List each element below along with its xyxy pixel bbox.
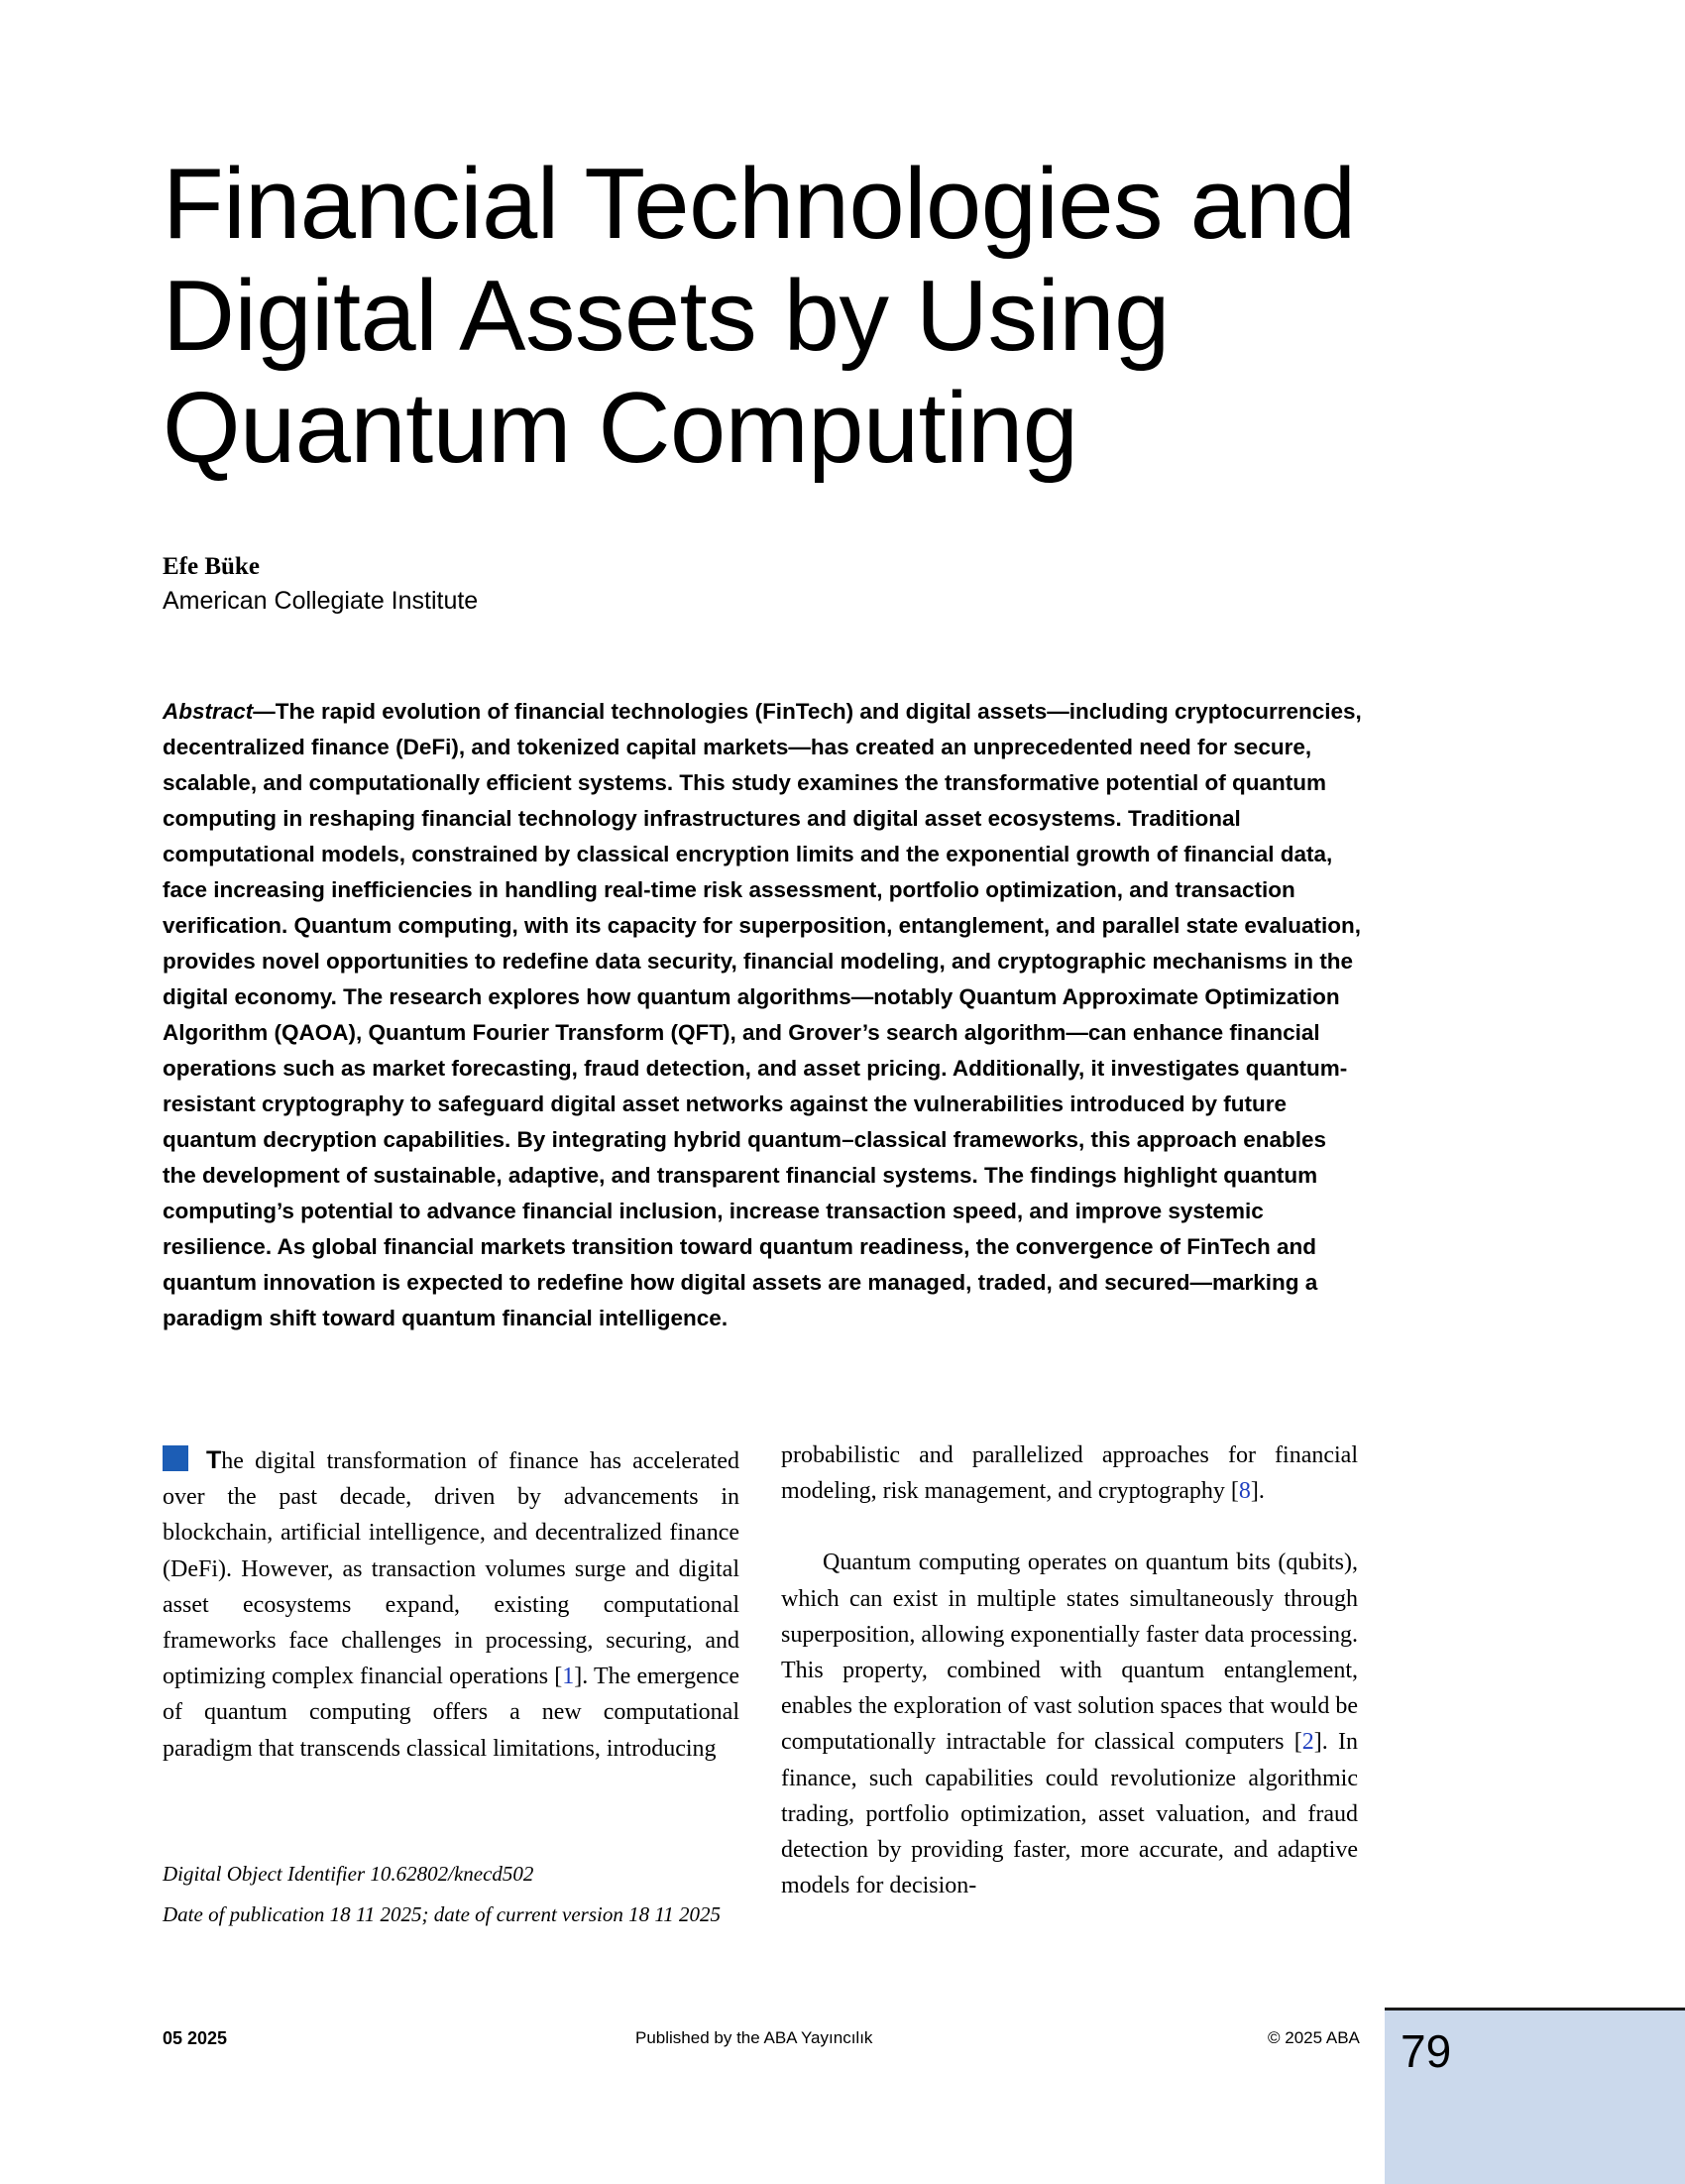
citation-link[interactable]: 2 <box>1301 1729 1314 1756</box>
paragraph <box>781 1437 1358 1509</box>
abstract <box>163 694 1362 1336</box>
abstract-label: Abstract <box>163 699 254 724</box>
paragraph-text: probabilistic and parallelized approaches for financial modeling, risk management, and cryptography [ <box>781 1442 1358 1505</box>
page-number-box <box>1385 2008 1685 2184</box>
body-column-right <box>781 1437 1358 1903</box>
paragraph-text: he digital transformation of finance has accelerated over the past decade, driven by advancements in blockchain, artificial intelligence, and decentralized finance (DeFi). However, as transaction volumes surge and digital asset ecosystems expand, existing computational frameworks face challenges in processing, securing, and optimizing complex financial operations [ <box>163 1448 739 1690</box>
paragraph-text: ]. In finance, such capabilities could revolutionize algorithmic trading, portfolio optimization, asset valuation, and fraud detection by providing faster, more accurate, and adaptive models for decision- <box>781 1729 1359 1899</box>
paragraph-text: ]. <box>1250 1478 1265 1505</box>
paragraph <box>781 1545 1358 1903</box>
paragraph-text: Quantum computing operates on quantum bits (qubits), which can exist in multiple states simultaneously through superposition, allowing exponentially faster data processing. This property, combined with quantum entanglement, enables the exploration of vast solution spaces that would be computationally intractable for classical computers [ <box>781 1550 1358 1756</box>
publication-dates: Date of publication 18 11 2025; date of current version 18 11 2025 <box>163 1902 722 1926</box>
footer-publisher: Published by the ABA Yayıncılık <box>635 2028 873 2047</box>
author-affiliation: American Collegiate Institute <box>163 587 479 615</box>
intro-paragraph <box>163 1442 739 1767</box>
article-title <box>163 149 1392 485</box>
page-number: 79 <box>1401 2025 1452 2077</box>
footer-copyright: © 2025 ABA <box>1268 2028 1360 2047</box>
title-line: Digital Assets by Using <box>163 261 1170 372</box>
section-marker-icon <box>163 1445 188 1471</box>
paragraph-text: ]. The emergence of quantum computing offers a new computational paradigm that transcends classical limitations, introducing <box>163 1664 739 1762</box>
title-line: Financial Technologies and <box>163 149 1356 260</box>
author-name: Efe Büke <box>163 553 260 580</box>
initial-letter: T <box>206 1446 222 1474</box>
article-metadata <box>163 1854 739 1935</box>
citation-link[interactable]: 1 <box>562 1664 575 1690</box>
citation-link[interactable]: 8 <box>1238 1478 1251 1505</box>
doi: Digital Object Identifier 10.62802/knecd502 <box>163 1862 534 1886</box>
abstract-text: —The rapid evolution of financial technologies (FinTech) and digital assets—including cryptocurrencies, decentralized finance (DeFi), and tokenized capital markets—has created an unprecedented need for secure, scalable, and computationally efficient systems. This study examines the transformative potential of quantum computing in reshaping financial technology infrastructures and digital asset ecosystems. Traditional computational models, constrained by classical encryption limits and the exponential growth of financial data, face increasing inefficiencies in handling real-time risk assessment, portfolio optimization, and transaction verification. Quantum computing, with its capacity for superposition, entanglement, and parallel state evaluation, provides novel opportunities to redefine data security, financial modeling, and cryptographic mechanisms in the digital economy. The research explores how quantum algorithms—notably Quantum Approximate Optimization Algorithm (QAOA), Quantum Fourier Transform (QFT), and Grover’s search algorithm—can enhance financial operations such as market forecasting, fraud detection, and asset pricing. Additionally, it investigates quantum-resistant cryptography to safeguard digital asset networks against the vulnerabilities introduced by future quantum decryption capabilities. By integrating hybrid quantum–classical frameworks, this approach enables the development of sustainable, adaptive, and transparent financial systems. The findings highlight quantum computing’s potential to advance financial inclusion, increase transaction speed, and improve systemic resilience. As global financial markets transition toward quantum readiness, the convergence of FinTech and quantum innovation is expected to redefine how digital assets are managed, traded, and secured—marking a paradigm shift toward quantum financial intelligence. <box>163 699 1362 1330</box>
body-column-left <box>163 1442 739 1767</box>
paragraph-gap <box>781 1509 1358 1545</box>
title-line: Quantum Computing <box>163 373 1078 484</box>
footer-issue: 05 2025 <box>163 2028 228 2048</box>
